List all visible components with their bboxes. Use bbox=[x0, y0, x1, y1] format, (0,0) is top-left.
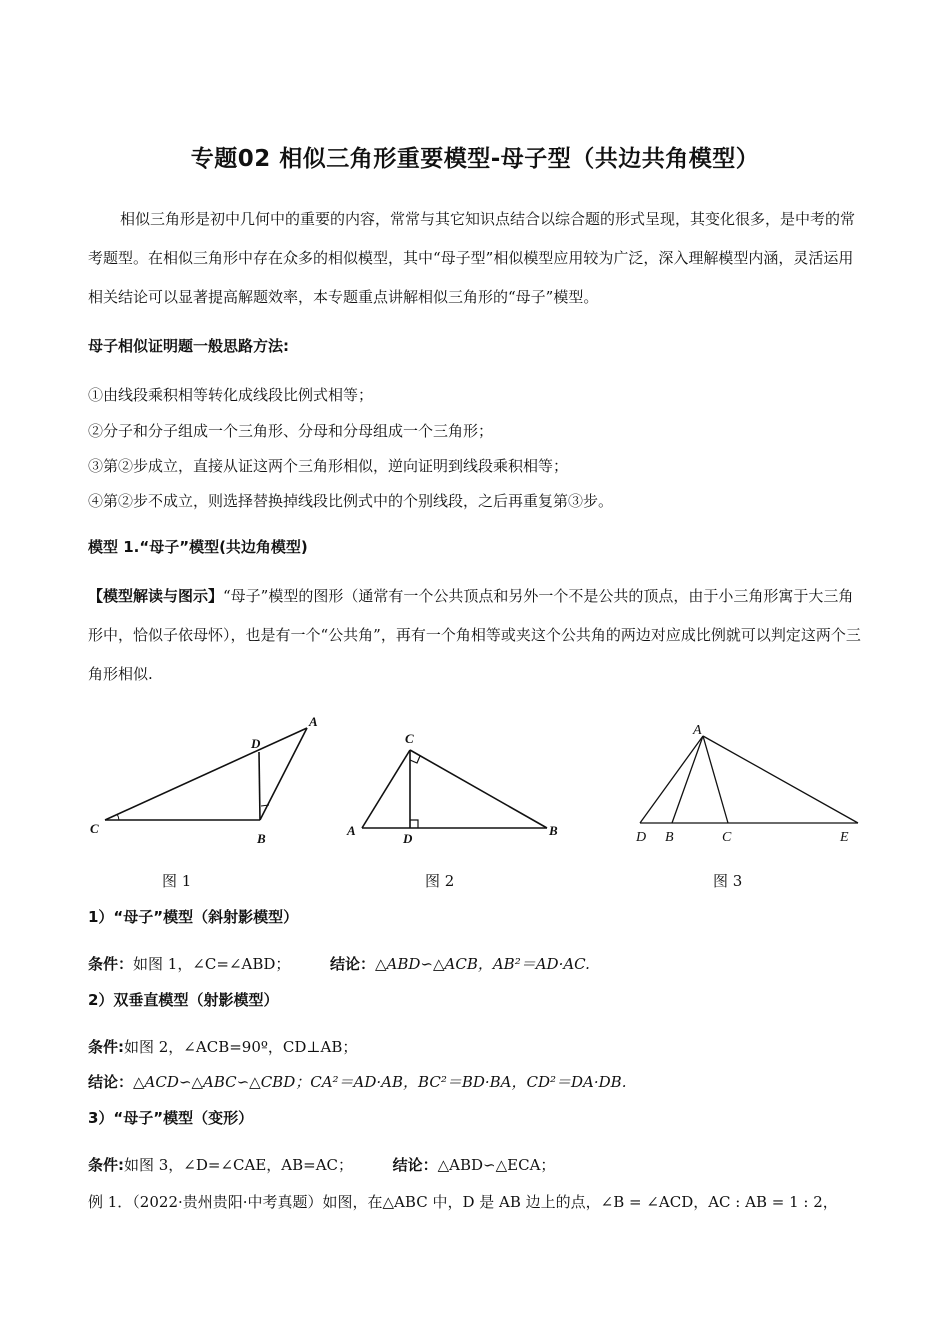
sec2-condition bbox=[88, 1036, 357, 1057]
sec3-concl-text: △ABD∽△ECA； bbox=[437, 1156, 556, 1174]
interp-paragraph bbox=[88, 577, 863, 694]
sec2-cond-text: 如图 2，∠ACB=90º，CD⊥AB； bbox=[124, 1038, 358, 1056]
figure-1 bbox=[85, 708, 325, 848]
intro-paragraph: 相似三角形是初中几何中的重要的内容，常常与其它知识点结合以综合题的形式呈现，其变化很多，是中考的常考题型。在相似三角形中存在众多的相似模型，其中“母子型”相似模型应用较为广泛，深入理解模型内涵，灵活运用相关结论可以显著提高解题效率，本专题重点讲解相似三角形的“母子”模型。 bbox=[88, 210, 856, 306]
step-4: ④第②步不成立，则选择替换掉线段比例式中的个别线段，之后再重复第③步。 bbox=[88, 492, 614, 510]
fig1-label-d: D bbox=[251, 736, 261, 751]
figure-2 bbox=[340, 725, 570, 850]
step-2: ②分子和分子组成一个三角形、分母和分母组成一个三角形； bbox=[88, 422, 494, 440]
fig2-label-d: D bbox=[403, 831, 413, 846]
fig3-caption: 图 3 bbox=[713, 872, 743, 890]
fig3-label-a: A bbox=[693, 723, 702, 738]
sec2-cond-label: 条件: bbox=[88, 1038, 124, 1056]
fig1-label-c: C bbox=[90, 821, 99, 836]
fig3-label-d: D bbox=[636, 830, 647, 845]
interp-label: 【模型解读与图示】 bbox=[88, 587, 224, 605]
sec3-condition bbox=[88, 1154, 555, 1175]
fig1-label-a: A bbox=[309, 714, 318, 729]
interp-text: “母子”模型的图形（通常有一个公共顶点和另外一个不是公共的顶点，由于小三角形寓于大三角形中，恰似子依母怀），也是有一个“公共角”，再有一个角相等或夹这个公共角的两边对应成比例就可以判定这两个三角形相似. bbox=[88, 587, 861, 683]
sec3-cond-text: 如图 3，∠D=∠CAE，AB=AC； bbox=[124, 1156, 354, 1174]
method-heading: 母子相似证明题一般思路方法: bbox=[88, 337, 289, 355]
sec1-concl-label: 结论： bbox=[329, 955, 375, 973]
fig1-label-b: B bbox=[257, 831, 266, 846]
sec1-cond-label: 条件： bbox=[88, 955, 134, 973]
page-title: 专题02 相似三角形重要模型-母子型（共边共角模型） bbox=[190, 146, 760, 172]
sec2-heading: 2）双垂直模型（射影模型） bbox=[88, 991, 279, 1009]
sec2-conclusion bbox=[88, 1071, 626, 1092]
example-1: 例 1．（2022·贵州贵阳·中考真题）如图，在△ABC 中，D 是 AB 边上的点，∠B = ∠ACD，AC : AB = 1 : 2， bbox=[88, 1193, 838, 1211]
sec3-heading: 3）“母子”模型（变形） bbox=[88, 1109, 254, 1127]
fig3-label-e: E bbox=[840, 830, 849, 845]
step-1: ①由线段乘积相等转化成线段比例式相等； bbox=[88, 386, 374, 404]
fig1-caption: 图 1 bbox=[162, 872, 192, 890]
sec2-concl-label: 结论： bbox=[88, 1073, 134, 1091]
sec2-concl-text: △ACD∽△ABC∽△CBD；CA²＝AD·AB，BC²＝BD·BA，CD²＝DA·DB. bbox=[133, 1073, 627, 1091]
sec1-condition bbox=[88, 953, 590, 974]
step-3: ③第②步成立，直接从证这两个三角形相似，逆向证明到线段乘积相等； bbox=[88, 457, 569, 475]
fig3-label-b: B bbox=[665, 830, 674, 845]
sec3-concl-label: 结论： bbox=[392, 1156, 438, 1174]
fig2-label-b: B bbox=[549, 823, 558, 838]
fig2-caption: 图 2 bbox=[425, 872, 455, 890]
model1-heading: 模型 1.“母子”模型(共边角模型) bbox=[88, 538, 308, 556]
fig2-label-c: C bbox=[405, 731, 414, 746]
sec3-cond-label: 条件: bbox=[88, 1156, 124, 1174]
figure-3 bbox=[625, 713, 865, 848]
fig3-label-c: C bbox=[722, 830, 732, 845]
sec1-concl-text: △ABD∽△ACB，AB²＝AD·AC. bbox=[374, 955, 590, 973]
fig2-label-a: A bbox=[347, 823, 356, 838]
sec1-heading: 1）“母子”模型（斜射影模型） bbox=[88, 908, 299, 926]
sec1-cond-text: 如图 1，∠C=∠ABD； bbox=[133, 955, 291, 973]
